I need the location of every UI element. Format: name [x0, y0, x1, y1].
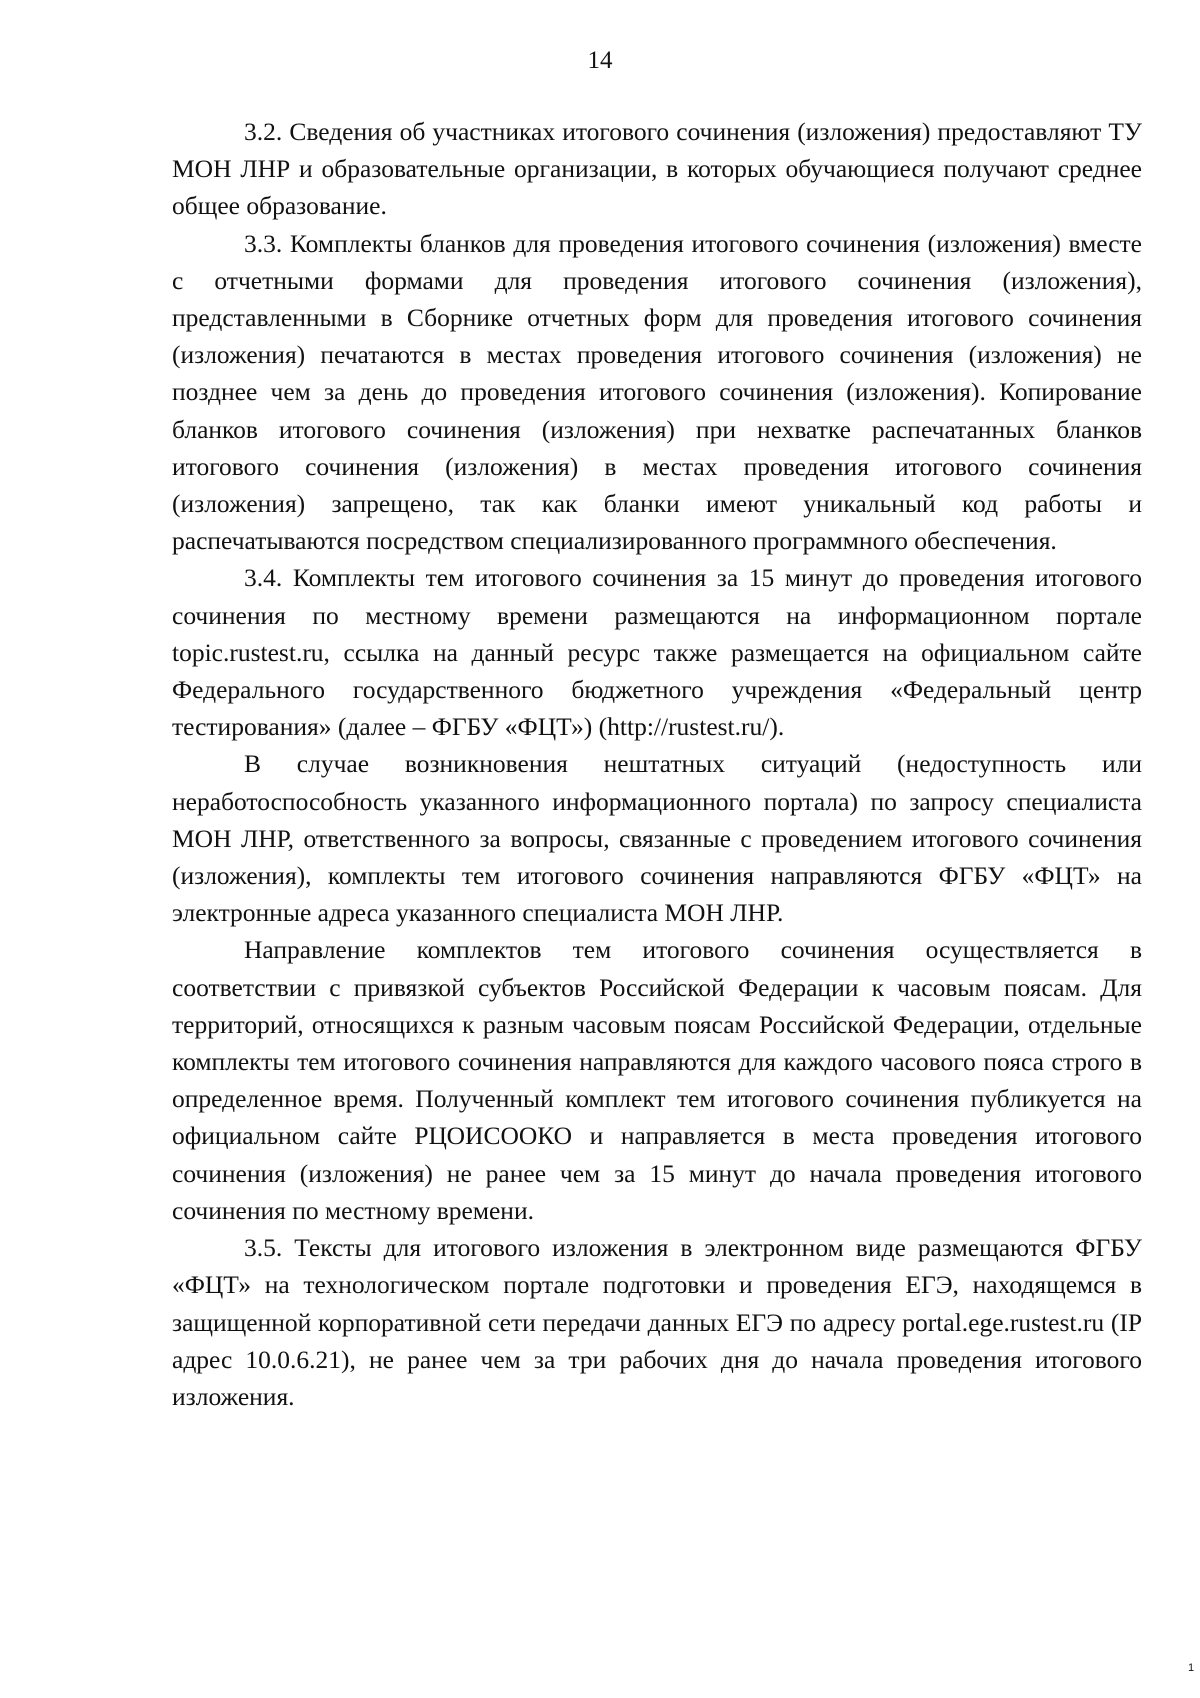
paragraph-3-2: 3.2. Сведения об участниках итогового сочинения (изложения) предоставляют ТУ МОН ЛНР и образовательные организации, в которых обучающиеся получают среднее общее образование.	[172, 117, 1142, 221]
edge-mark: 1	[1188, 1662, 1195, 1674]
page-number: 14	[587, 47, 613, 74]
paragraph-time-zones: Направление комплектов тем итогового сочинения осуществляется в соответствии с привязкой субъектов Российской Федерации к часовым поясам. Для территорий, относящихся к разным часовым поясам Российской Федерации, отдельные комплекты тем итогового сочинения направляются для каждого часового пояса строго в определенное время. Полученный комплект тем итогового сочинения публикуется на официальном сайте РЦОИСООКО и направляется в места проведения итогового сочинения (изложения) не ранее чем за 15 минут до начала проведения итогового сочинения по местному времени.	[172, 935, 1142, 1225]
paragraph-3-4: 3.4. Комплекты тем итогового сочинения за 15 минут до проведения итогового сочинения по местному времени размещаются на информационном портале topic.rustest.ru, ссылка на данный ресурс также размещается на официальном сайте Федерального государственного бюджетного учреждения «Федеральный центр тестирования» (далее – ФГБУ «ФЦТ») (http://rustest.ru/).	[172, 563, 1142, 742]
paragraph-3-5: 3.5. Тексты для итогового изложения в электронном виде размещаются ФГБУ «ФЦТ» на технологическом портале подготовки и проведения ЕГЭ, находящемся в защищенной корпоративной сети передачи данных ЕГЭ по адресу portal.ege.rustest.ru (IP адрес 10.0.6.21), не ранее чем за три рабочих дня до начала проведения итогового изложения.	[172, 1233, 1142, 1411]
paragraph-emergency-situations: В случае возникновения нештатных ситуаций (недоступность или неработоспособность указанного информационного портала) по запросу специалиста МОН ЛНР, ответственного за вопросы, связанные с проведением итогового сочинения (изложения), комплекты тем итогового сочинения направляются ФГБУ «ФЦТ» на электронные адреса указанного специалиста МОН ЛНР.	[172, 749, 1142, 928]
document-body	[172, 113, 1142, 1415]
paragraph-3-3: 3.3. Комплекты бланков для проведения итогового сочинения (изложения) вместе с отчетными формами для проведения итогового сочинения (изложения), представленными в Сборнике отчетных форм для проведения итогового сочинения (изложения) печатаются в местах проведения итогового сочинения (изложения) не позднее чем за день до проведения итогового сочинения (изложения). Копирование бланков итогового сочинения (изложения) при нехватке распечатанных бланков итогового сочинения (изложения) в местах проведения итогового сочинения (изложения) запрещено, так как бланки имеют уникальный код работы и распечатываются посредством специализированного программного обеспечения.	[172, 228, 1142, 556]
